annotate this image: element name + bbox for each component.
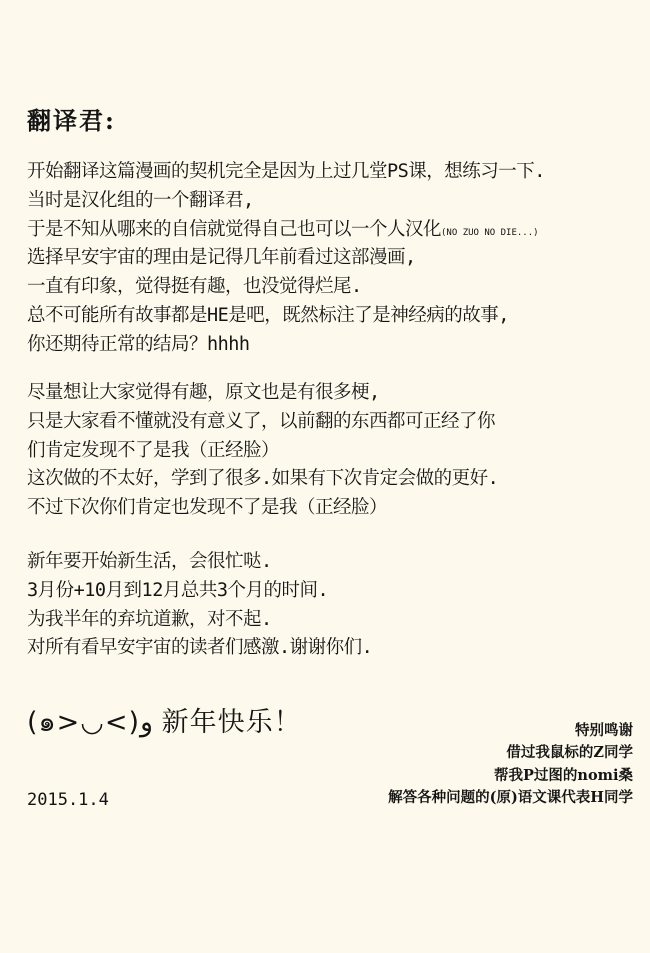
text-line: 对所有看早安宇宙的读者们感激.谢谢你们.: [27, 637, 373, 659]
text-line-main: 于是不知从哪来的自信就觉得自己也可以一个人汉化: [27, 218, 442, 240]
text-line: 尽量想让大家觉得有趣，原文也是有很多梗,: [27, 382, 380, 403]
paragraph-2: [27, 379, 647, 523]
text-line: [27, 216, 647, 245]
text-line: 你还期待正常的结局？hhhh: [27, 333, 250, 355]
text-line: 为我半年的弃坑道歉，对不起.: [27, 608, 272, 630]
thanks-line: 帮我P过图的nomi桑: [494, 766, 633, 784]
acknowledgements: [388, 720, 633, 809]
text-line: 这次做的不太好，学到了很多.如果有下次肯定会做的更好.: [27, 468, 499, 490]
text-line: 不过下次你们肯定也发现不了是我（正经脸）: [27, 497, 388, 519]
text-line: 总不可能所有故事都是HE是吧，既然标注了是神经病的故事,: [27, 304, 509, 326]
text-line: 3月份+10月到12月总共3个月的时间.: [27, 579, 329, 601]
thanks-line: 解答各种问题的(原)语文课代表H同学: [388, 788, 633, 806]
thanks-line: 借过我鼠标的Z同学: [506, 744, 633, 762]
new-year-greeting: (๑>◡<)و 新年快乐！: [27, 707, 302, 738]
text-line: 只是大家看不懂就没有意义了，以前翻的东西都可正经了你: [27, 410, 496, 432]
text-line: 一直有印象，觉得挺有趣，也没觉得烂尾.: [27, 276, 362, 298]
paragraph-3: [27, 548, 647, 663]
date: 2015.1.4: [27, 790, 109, 810]
text-line: 们肯定发现不了是我（正经脸）: [27, 439, 280, 461]
aside-note: (NO ZUO NO DIE...): [441, 227, 539, 238]
page-title: 翻译君:: [27, 106, 116, 135]
text-line: 新年要开始新生活，会很忙哒.: [27, 551, 272, 572]
text-line: 选择早安宇宙的理由是记得几年前看过这部漫画,: [27, 247, 416, 269]
text-line: 当时是汉化组的一个翻译君,: [27, 189, 254, 211]
thanks-heading: 特别鸣谢: [575, 722, 633, 739]
paragraph-1: [27, 158, 647, 360]
text-line: 开始翻译这篇漫画的契机完全是因为上过几堂PS课，想练习一下.: [27, 161, 545, 182]
